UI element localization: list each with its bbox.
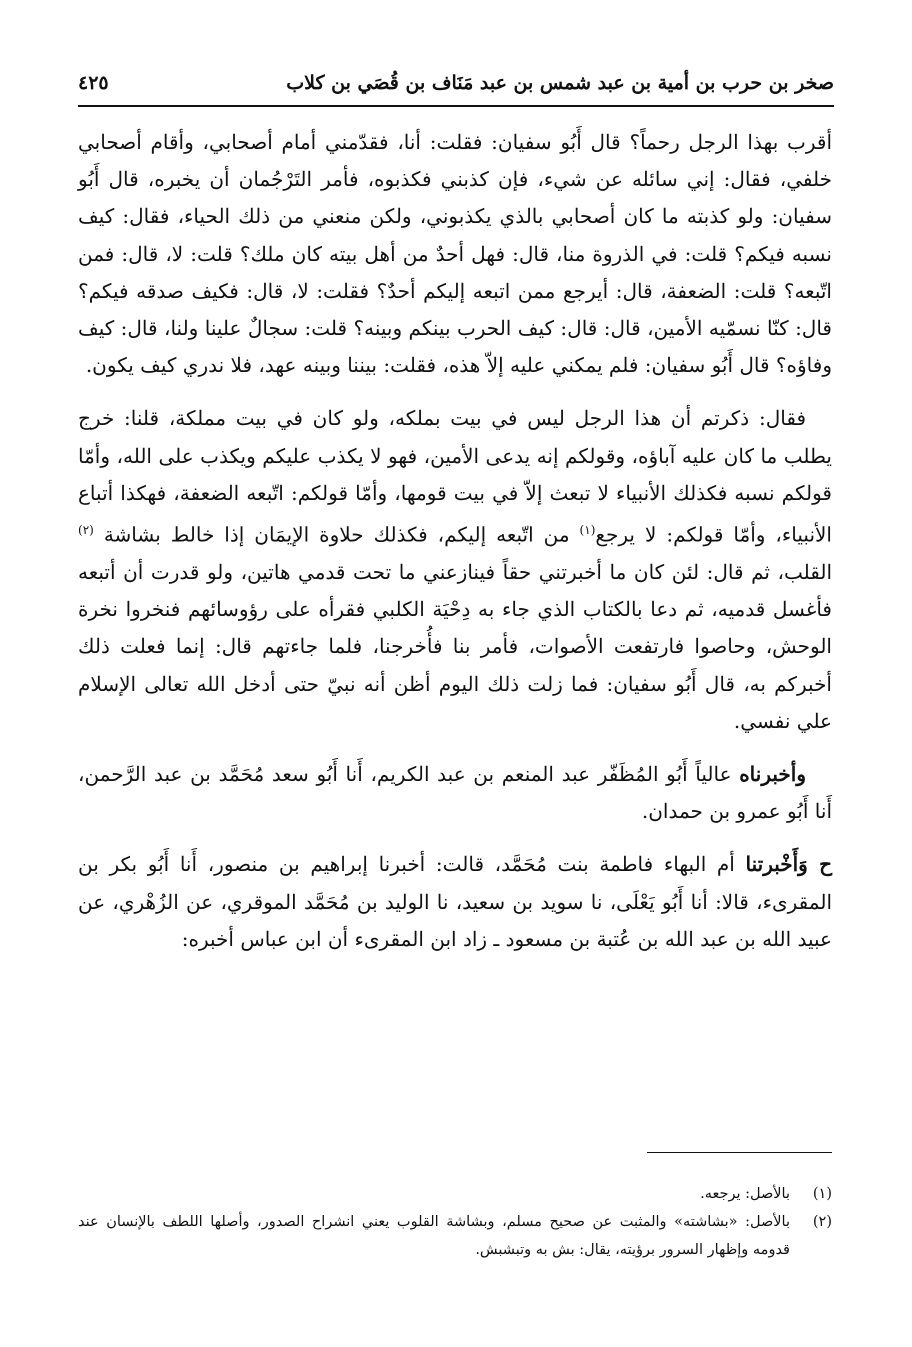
paragraph-4 <box>78 846 832 958</box>
footnote-ref-1[interactable]: (١) <box>579 523 596 538</box>
footnote-2-text: بالأصل: «بشاشته» والمثبت عن صحيح مسلم، وبشاشة القلوب يعني انشراح الصدور، وأصلها اللطف بالإنسان عند قدومه وإظهار السرور برؤيته، يقال: بش به وتبشبش. <box>78 1214 790 1258</box>
paragraph-1: أقرب بهذا الرجل رحماً؟ قال أَبُو سفيان: فقلت: أنا، فقدّمني أمام أصحابي، وأقام أصحابي خلفي، فقال: إني سائله عن شيء، فإن كذبني فكذبوه، فأمر التَرْجُمان أن يخبره، قال أَبُو سفيان: ولو كذبته ما كان أصحابي بالذي يكذبوني، ولكن منعني من ذلك الحياء، فقال: كيف نسبه فيكم؟ قلت: في الذروة منا، قال: فهل أحدٌ من أهل بيته كان ملك؟ قلت: لا، قال: فمن اتّبعه؟ قلت: الضعفة، قال: أيرجع ممن اتبعه إليكم أحدٌ؟ فقلت: لا، قال: فكيف صدقه فيكم؟ قال: كنّا نسمّيه الأمين، قال: قال: كيف الحرب بينكم وبينه؟ قلت: سجالٌ علينا ولنا، قال: كيف وفاؤه؟ قال أَبُو سفيان: فلم يمكني عليه إلاّ هذه، فقلت: بيننا وبينه عهد، فلا ندري كيف يكون. <box>78 130 832 378</box>
header-rule <box>78 105 834 107</box>
footnote-1-text: بالأصل: يرجعه. <box>700 1186 790 1202</box>
paragraph-4-lead: ح وَأَخْبرتنا <box>745 852 833 877</box>
paragraph-3-text: عالياً أَبُو المُظَفّر عبد المنعم بن عبد الكريم، أَنا أَبُو سعد مُحَمَّد بن عبد الرَّحمن، أَنا أَبُو عمرو بن حمدان. <box>78 761 832 824</box>
paragraph-2-part-2: من اتّبعه إليكم، فكذلك حلاوة الإيمَان إذا خالط بشاشة <box>93 522 580 547</box>
paragraph-2-part-3: القلب، ثم قال: لئن كان ما أخبرتني حقاً فينازعني ما تحت قدمي هاتين، ولو قدرت أن أتبعه فأغسل قدميه، ثم دعا بالكتاب الذي جاء به دِحْيَة الكلبي فقرأه على رؤوسائهم فنخروا نخرة الوحش، وحاصوا فارتفعت الأصوات، فأمر بنا فأُخرجنا، فلما جاءتهم قال: إنما فعلت ذلك أخبركم به، قال أَبُو سفيان: فما زلت ذلك اليوم أظن أنه نبيّ حتى أدخل الله تعالى الإسلام علي نفسي. <box>78 559 832 733</box>
footnote-2 <box>78 1208 832 1264</box>
paragraph-3 <box>78 756 832 830</box>
paragraph-2-part-1: فقال: ذكرتم أن هذا الرجل ليس في بيت بملكه، ولو كان في بيت مملكة، قلنا: خرج يطلب ما كان عليه آباؤه، وقولكم إنه يدعى الأمين، فهو لا يكذب عليكم ويكذب على الله، وأمّا قولكم نسبه فكذلك الأنبياء لا تبعث إلاّ في بيت قومها، وأمّا قولكم: اتّبعه الضعفة، فهكذا أتباع الأنبياء، وأمّا قولكم: لا يرجع <box>78 406 832 547</box>
paragraph-3-lead: وأخبرناه <box>739 761 806 786</box>
footnote-1 <box>78 1180 832 1208</box>
footnote-rule <box>647 1152 832 1153</box>
paragraph-4-text: أم البهاء فاطمة بنت مُحَمَّد، قالت: أخبرنا إبراهيم بن منصور، أَنا أَبُو بكر بن المقرىء، قالا: أنا أَبُو يَعْلَى، نا سويد بن سعيد، نا الوليد بن مُحَمَّد الموقري، عن الزُهْري، عن عبيد الله بن عبد الله بن عُتبة بن مسعود ـ زاد ابن المقرىء أن ابن عباس أخبره: <box>78 852 832 951</box>
footnote-1-number: (١) <box>812 1186 832 1202</box>
running-head <box>78 66 834 100</box>
paragraph-2 <box>78 400 832 739</box>
footnote-ref-2[interactable]: (٢) <box>78 523 94 538</box>
page-number: ٤٢٥ <box>78 72 109 94</box>
running-head-title: صخر بن حرب بن أمية بن عبد شمس بن عبد مَنَاف بن قُصَي بن كلاب <box>286 72 834 94</box>
footnote-2-number: (٢) <box>812 1214 832 1230</box>
footnotes <box>78 1180 832 1264</box>
body-text <box>78 124 832 958</box>
